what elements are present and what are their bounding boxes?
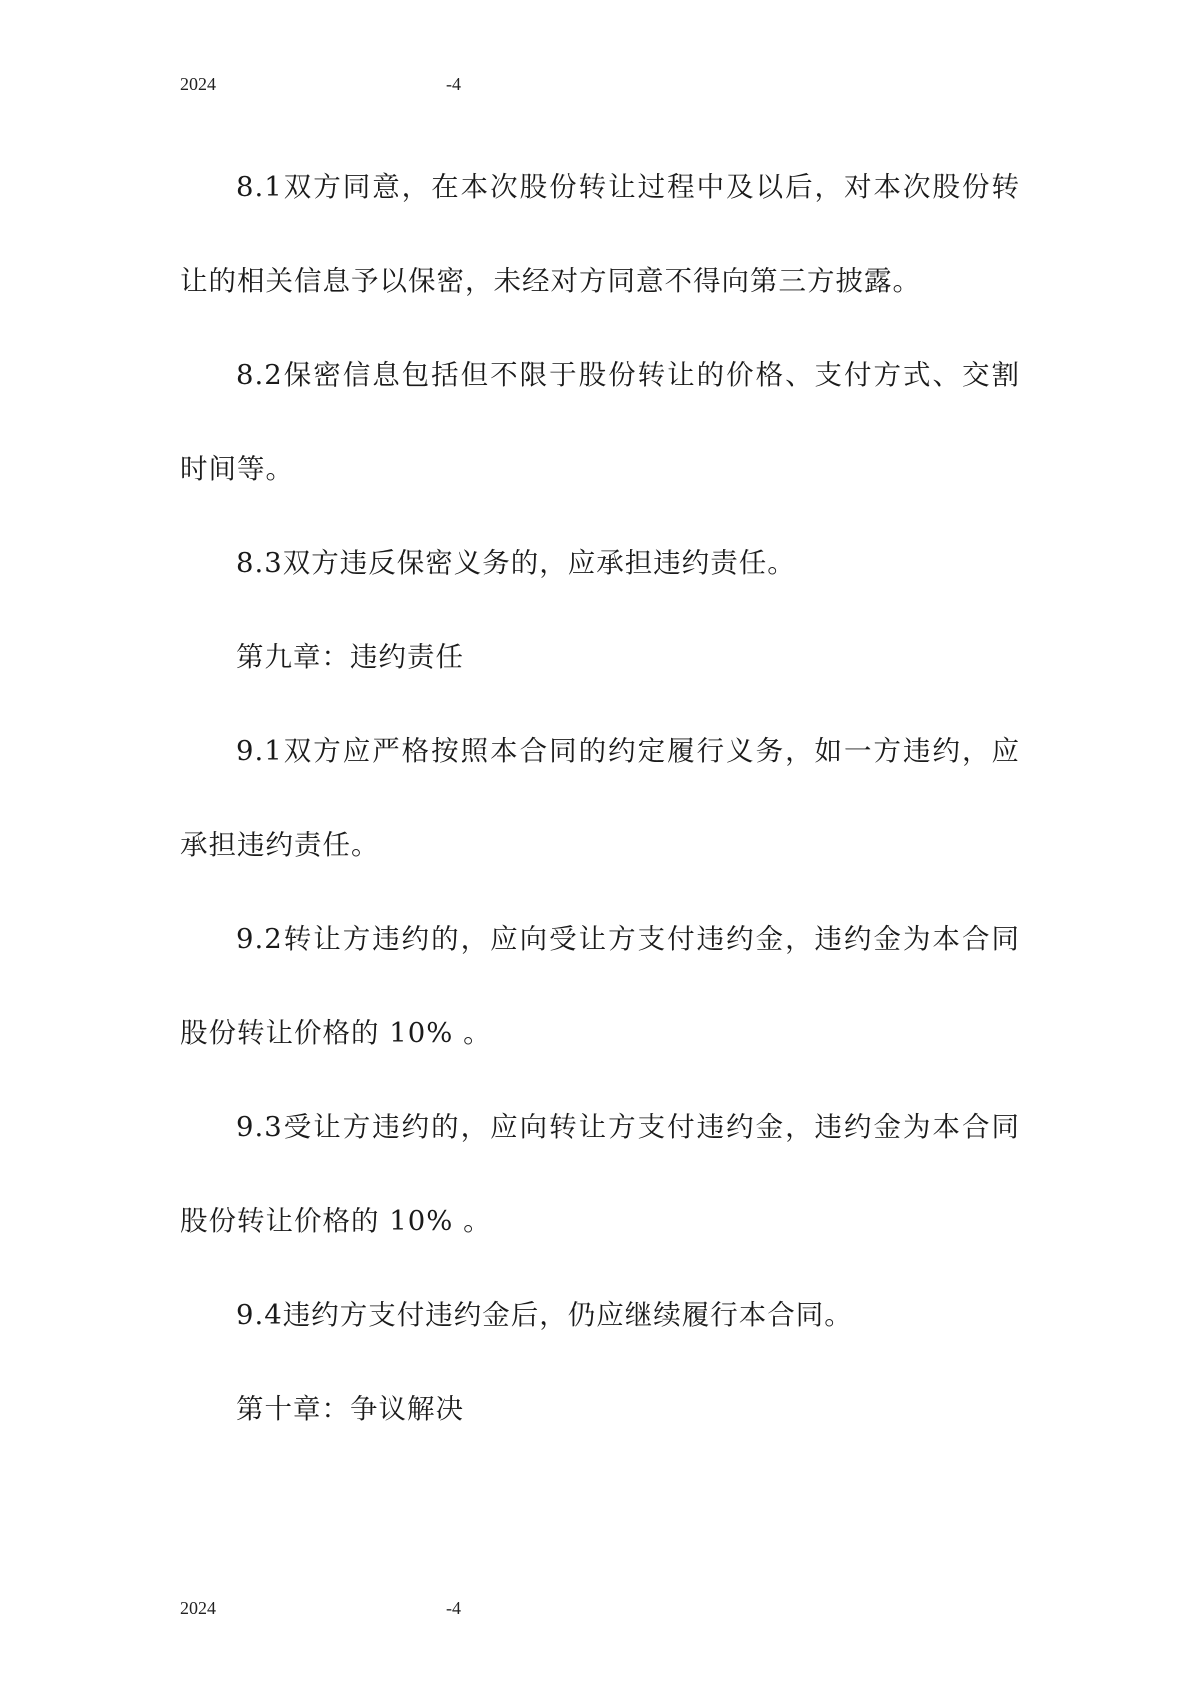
chapter-10-heading: 第十章：争议解决 [236,1393,464,1425]
clause-8-2: 8.2保密信息包括但不限于股份转让的价格、支付方式、交割时间等。 [180,359,1020,485]
clause-8-1: 8.1双方同意，在本次股份转让过程中及以后，对本次股份转让的相关信息予以保密，未经对方同意不得向第三方披露。 [180,171,1020,297]
clause-8-3: 8.3双方违反保密义务的，应承担违约责任。 [236,547,796,579]
footer-page-number: -4 [446,1598,461,1618]
page-header [180,74,480,98]
clause-9-3: 9.3受让方违约的，应向转让方支付违约金，违约金为本合同股份转让价格的 10% 。 [180,1111,1020,1237]
clause-9-4: 9.4违约方支付违约金后，仍应继续履行本合同。 [236,1299,853,1331]
footer-year: 2024 [180,1598,216,1618]
header-page-number: -4 [446,74,461,94]
document-body [180,140,1020,1456]
clause-9-2: 9.2转让方违约的，应向受让方支付违约金，违约金为本合同股份转让价格的 10% 。 [180,923,1020,1049]
clause-9-1: 9.1双方应严格按照本合同的约定履行义务，如一方违约，应承担违约责任。 [180,735,1020,861]
chapter-9-heading: 第九章：违约责任 [236,641,464,673]
header-year: 2024 [180,74,216,94]
page-footer [180,1598,480,1622]
